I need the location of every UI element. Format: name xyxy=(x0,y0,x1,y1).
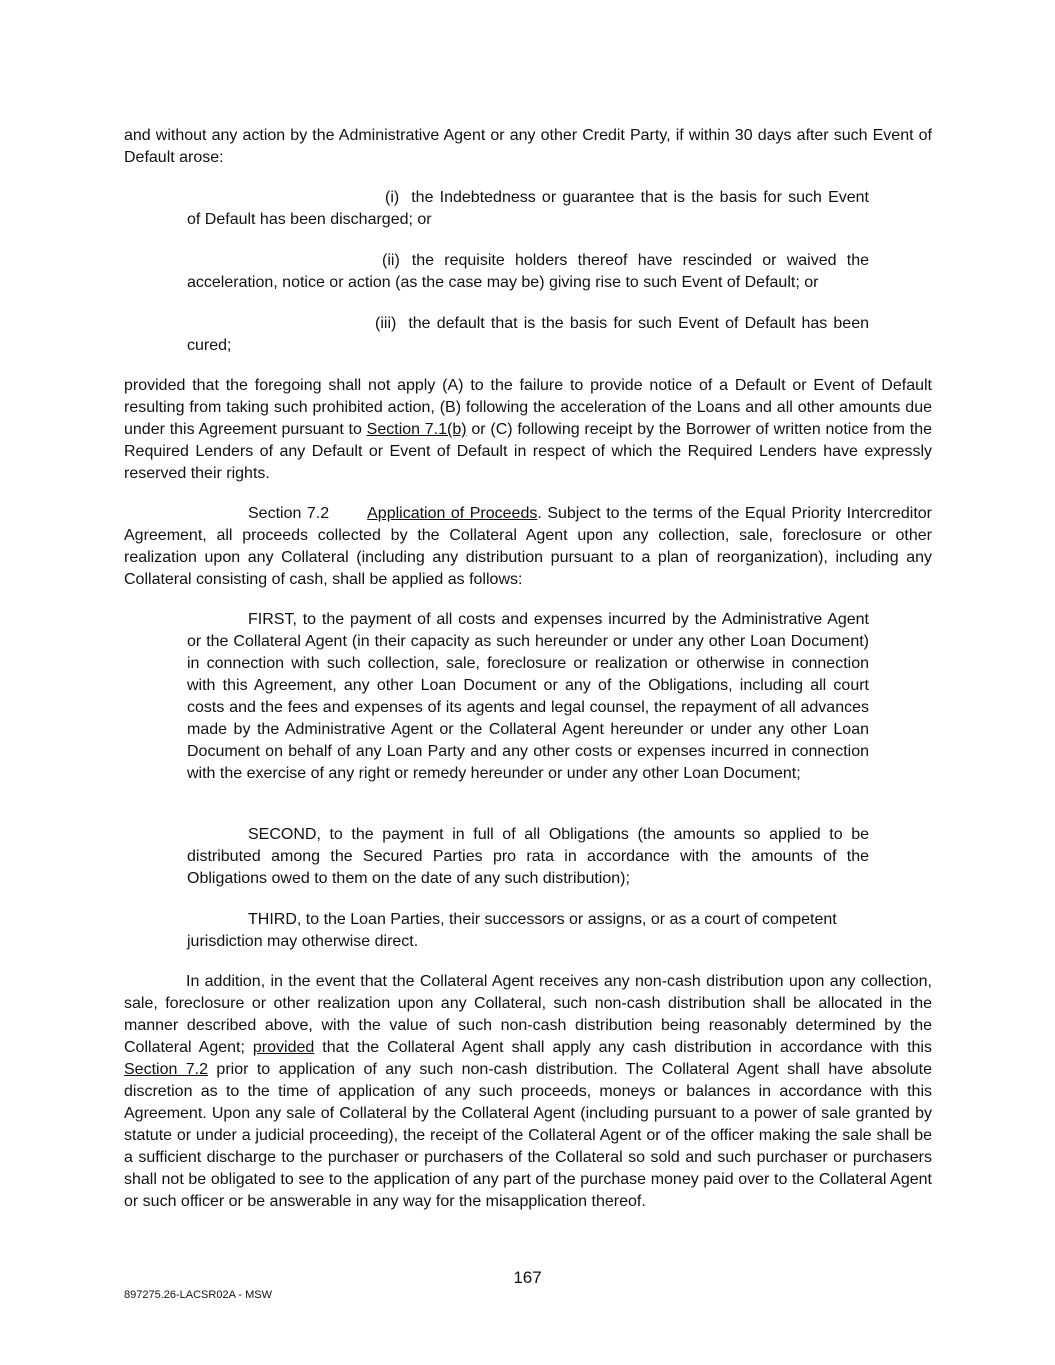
paragraph-proviso: provided that the foregoing shall not apply (A) to the failure to provide notice of a Default or Event of Default resulting from taking such prohibited action, (B) following the acceleration of the Loans and all other amounts due under this Agreement pursuant to Section 7.1(b) or (C) following receipt by the Borrower of written notice from the Required Lenders of any Default or Event of Default in respect of which the Required Lenders have expressly reserved their rights. xyxy=(124,377,933,482)
section-number: Section 7.2 xyxy=(248,505,330,522)
paragraph-in-addition: In addition, in the event that the Collateral Agent receives any non-cash distribution upon any collection, sale, foreclosure or other realization upon any Collateral, such non-cash distribution shall be allocated in the manner described above, with the value of such non-cash distribution being reasonably determined by the Collateral Agent; provided that the Collateral Agent shall apply any cash distribution in accordance with this Section 7.2 prior to application of any such non-cash distribution. The Collateral Agent shall have absolute discretion as to the time of application of any such proceeds, moneys or balances in accordance with this Agreement. Upon any sale of Collateral by the Collateral Agent (including pursuant to a power of sale granted by statute or under a judicial proceeding), the receipt of the Collateral Agent or of the officer making the sale shall be a sufficient discharge to the purchaser or purchasers of the Collateral so sold and such purchaser or purchasers shall not be obligated to see to the application of any part of the purchase money paid over to the Collateral Agent or such officer or be answerable in any way for the misapplication thereof. xyxy=(124,973,932,1210)
clause-iii: (iii) the default that is the basis for such Event of Default has been cured; xyxy=(187,315,869,354)
item-first: FIRST, to the payment of all costs and expenses incurred by the Administrative Agent or the Collateral Agent (in their capacity as such hereunder or under any other Loan Document) in connection with such collection, sale, foreclosure or realization or otherwise in connection with this Agreement, any other Loan Document or any of the Obligations, including all court costs and the fees and expenses of its agents and legal counsel, the repayment of all advances made by the Administrative Agent or the Collateral Agent hereunder or under any other Loan Document on behalf of any Loan Party and any other costs or expenses incurred in connection with the exercise of any right or remedy hereunder or under any other Loan Document; xyxy=(187,611,869,782)
section-7-1b-reference: Section 7.1(b) xyxy=(366,421,467,438)
paragraph-intro: and without any action by the Administrative Agent or any other Credit Party, if within 30 days after such Event of Default arose: xyxy=(124,127,932,166)
document-code: 897275.26-LACSR02A - MSW xyxy=(124,1289,272,1301)
section-7-2-paragraph: Section 7.2 Application of Proceeds. Subject to the terms of the Equal Priority Intercreditor Agreement, all proceeds collected by the Collateral Agent upon any collection, sale, foreclosure or other realization upon any Collateral (including any distribution pursuant to a plan of reorganization), including any Collateral consisting of cash, shall be applied as follows: xyxy=(124,505,932,588)
section-heading: Application of Proceeds xyxy=(367,505,538,522)
page-number: 167 xyxy=(513,1268,542,1287)
clause-ii: (ii) the requisite holders thereof have rescinded or waived the acceleration, notice or action (as the case may be) giving rise to such Event of Default; or xyxy=(187,252,869,291)
item-second: SECOND, to the payment in full of all Obligations (the amounts so applied to be distributed among the Secured Parties pro rata in accordance with the amounts of the Obligations owed to them on the date of any such distribution); xyxy=(187,826,869,887)
section-7-2-reference: Section 7.2 xyxy=(124,1061,209,1078)
item-third: THIRD, to the Loan Parties, their successors or assigns, or as a court of competent jurisdiction may otherwise direct. xyxy=(187,911,837,950)
clause-i: (i) the Indebtedness or guarantee that is the basis for such Event of Default has been discharged; or xyxy=(187,189,869,228)
